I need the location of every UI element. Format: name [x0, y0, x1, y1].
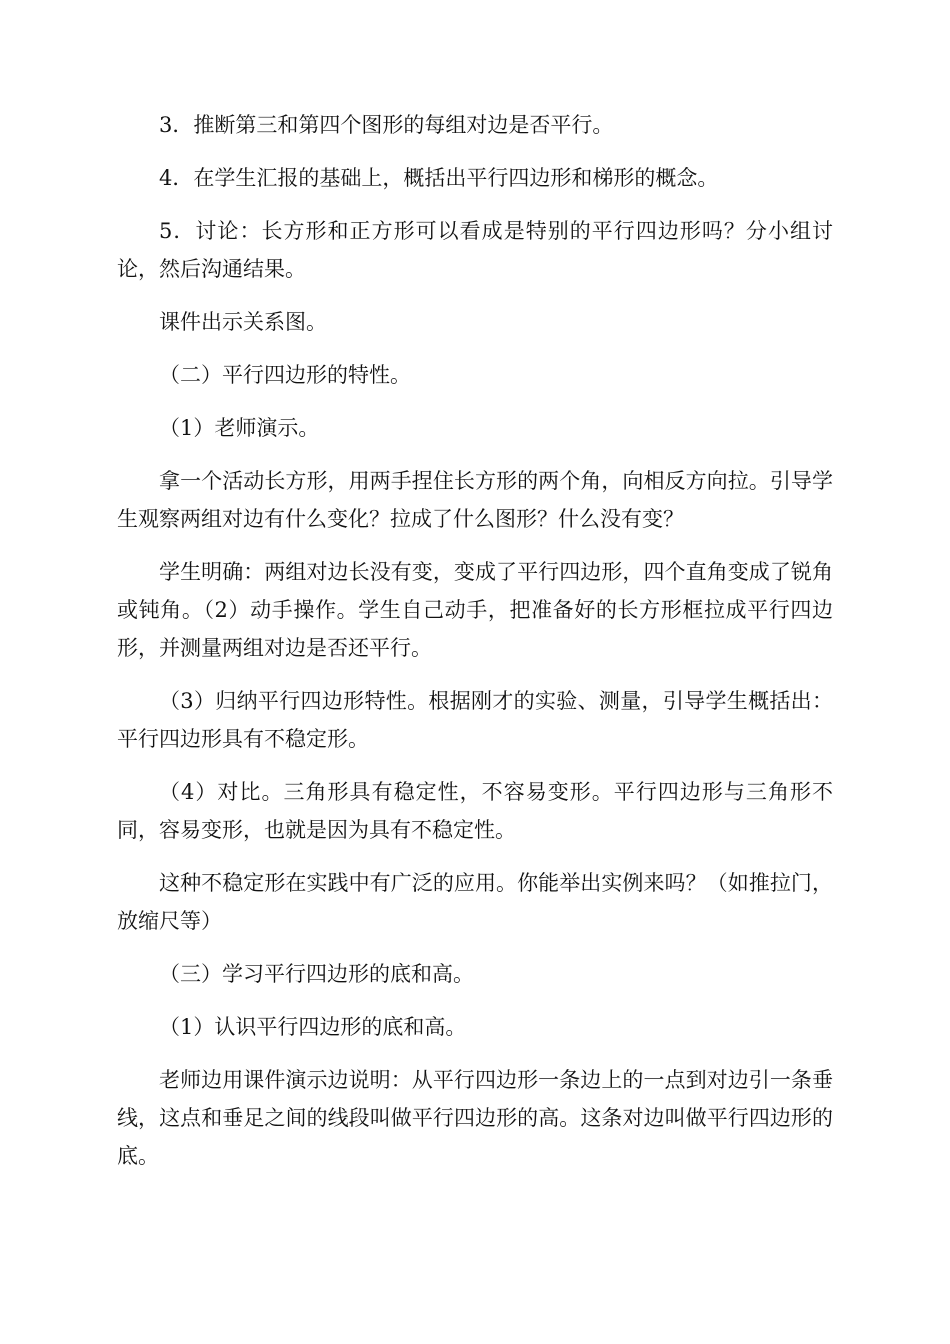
document-body: [117, 106, 833, 1190]
paragraph: 拿一个活动长方形，用两手捏住长方形的两个角，向相反方向拉。引导学生观察两组对边有什么变化？拉成了什么图形？什么没有变？: [117, 469, 833, 531]
paragraph: 老师边用课件演示边说明：从平行四边形一条边上的一点到对边引一条垂线，这点和垂足之间的线段叫做平行四边形的高。这条对边叫做平行四边形的底。: [117, 1068, 833, 1168]
paragraph: 4．在学生汇报的基础上，概括出平行四边形和梯形的概念。: [159, 166, 719, 190]
section-heading: （三）学习平行四边形的底和高。: [159, 962, 474, 986]
paragraph: 3．推断第三和第四个图形的每组对边是否平行。: [159, 113, 614, 137]
subsection-heading: （1）认识平行四边形的底和高。: [159, 1015, 467, 1039]
paragraph: 这种不稳定形在实践中有广泛的应用。你能举出实例来吗？（如推拉门，放缩尺等）: [117, 871, 833, 933]
paragraph: （3）归纳平行四边形特性。根据刚才的实验、测量，引导学生概括出：平行四边形具有不稳定形。: [117, 689, 833, 751]
paragraph: 学生明确：两组对边长没有变，变成了平行四边形，四个直角变成了锐角或钝角。（2）动手操作。学生自己动手，把准备好的长方形框拉成平行四边形，并测量两组对边是否还平行。: [117, 560, 833, 660]
paragraph: 5．讨论：长方形和正方形可以看成是特别的平行四边形吗？分小组讨论，然后沟通结果。: [117, 219, 833, 281]
subsection-heading: （1）老师演示。: [159, 416, 320, 440]
paragraph: 课件出示关系图。: [159, 310, 327, 334]
paragraph: （4）对比。三角形具有稳定性，不容易变形。平行四边形与三角形不同，容易变形，也就是因为具有不稳定性。: [117, 780, 833, 842]
section-heading: （二）平行四边形的特性。: [159, 363, 411, 387]
